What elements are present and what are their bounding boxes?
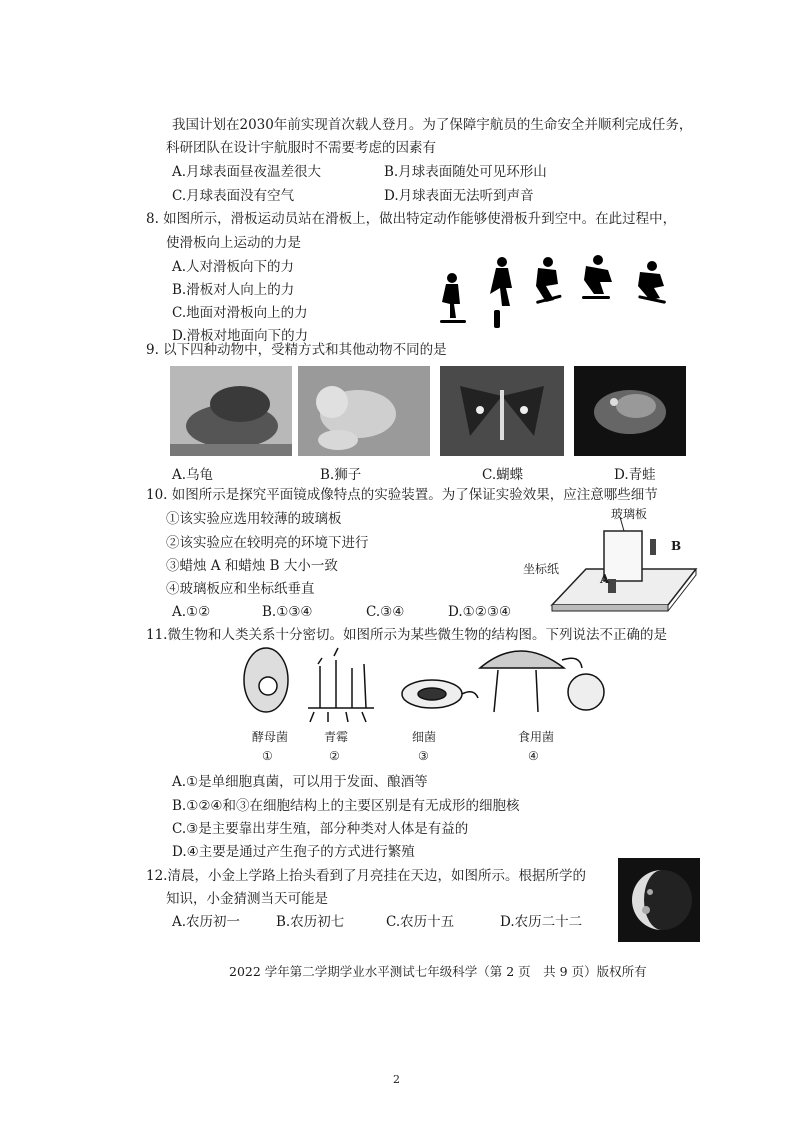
q10-item-1: ①该实验应选用较薄的玻璃板 <box>166 511 342 527</box>
q11-option-d: D.④主要是通过产生孢子的方式进行繁殖 <box>172 844 415 860</box>
q11-option-b: B.①②④和③在细胞结构上的主要区别是有无成形的细胞核 <box>172 798 520 814</box>
q7-option-c: C.月球表面没有空气 <box>172 188 295 204</box>
q8-option-c: C.地面对滑板向上的力 <box>172 305 308 321</box>
moon-photo <box>618 858 700 942</box>
q11-organism-4: 食用菌 <box>518 730 555 744</box>
q9-caption-b: B.狮子 <box>320 467 362 483</box>
q12-option-a: A.农历初一 <box>172 914 241 930</box>
q10-item-4: ④玻璃板应和坐标纸垂直 <box>166 581 315 597</box>
q11-stem: 11.微生物和人类关系十分密切。如图所示为某些微生物的结构图。下列说法不正确的是 <box>146 627 667 643</box>
q11-organism-3: 细菌 <box>412 730 437 744</box>
q10-item-2: ②该实验应在较明亮的环境下进行 <box>166 535 369 551</box>
q11-organism-2: 青霉 <box>324 730 349 744</box>
q8-option-b: B.滑板对人向上的力 <box>172 282 295 298</box>
q10-stem: 10. 如图所示是探究平面镜成像特点的实验装置。为了保证实验效果，应注意哪些细节 <box>146 487 658 503</box>
page-number: 2 <box>393 1073 400 1086</box>
q11-number-1: ① <box>262 749 273 763</box>
q10-option-b: B.①③④ <box>262 604 313 620</box>
q8-option-a: A.人对滑板向下的力 <box>172 259 295 275</box>
q10-option-d: D.①②③④ <box>448 604 512 620</box>
lion-photo <box>298 366 430 456</box>
q9-caption-c: C.蝴蝶 <box>482 467 524 483</box>
q10-item-3: ③蜡烛 A 和蜡烛 B 大小一致 <box>166 558 338 574</box>
q11-number-4: ④ <box>528 749 539 763</box>
coordinate-paper-label: 坐标纸 <box>523 562 560 576</box>
q12-stem-line1: 12.清晨，小金上学路上抬头看到了月亮挂在天边，如图所示。根据所学的 <box>146 868 586 884</box>
q12-stem-line2: 知识，小金猜测当天可能是 <box>166 891 328 907</box>
q12-option-c: C.农历十五 <box>386 914 455 930</box>
q7-option-a: A.月球表面昼夜温差很大 <box>172 164 322 180</box>
q10-option-a: A.①② <box>172 604 211 620</box>
q8-stem-line1: 8. 如图所示，滑板运动员站在滑板上，做出特定动作能够使滑板升到空中。在此过程中， <box>146 211 677 227</box>
butterfly-photo <box>440 366 564 456</box>
candle-a-label: A <box>600 572 610 586</box>
q7-stem-line1: 我国计划在2030年前实现首次载人登月。为了保障宇航员的生命安全并顺利完成任务， <box>172 117 693 133</box>
q8-stem-line2: 使滑板向上运动的力是 <box>166 235 301 251</box>
glass-plate-label: 玻璃板 <box>611 507 648 521</box>
q11-option-c: C.③是主要靠出芽生殖，部分种类对人体是有益的 <box>172 821 469 837</box>
frog-photo <box>574 366 686 456</box>
tortoise-photo <box>170 366 292 456</box>
microorganism-diagrams <box>236 642 616 724</box>
candle-b-label: B <box>671 539 682 553</box>
q11-option-a: A.①是单细胞真菌，可以用于发面、酿酒等 <box>172 774 428 790</box>
q11-number-3: ③ <box>418 749 429 763</box>
q12-option-b: B.农历初七 <box>276 914 345 930</box>
q9-stem: 9. 以下四种动物中，受精方式和其他动物不同的是 <box>146 342 447 358</box>
q7-stem-line2: 科研团队在设计宇航服时不需要考虑的因素有 <box>166 140 436 156</box>
q7-option-d: D.月球表面无法听到声音 <box>384 188 534 204</box>
q9-caption-a: A.乌龟 <box>172 467 214 483</box>
q8-option-d: D.滑板对地面向下的力 <box>172 328 309 344</box>
page-footer: 2022 学年第二学期学业水平测试七年级科学（第 2 页 共 9 页）版权所有 <box>229 964 647 979</box>
q7-option-b: B.月球表面随处可见环形山 <box>384 164 547 180</box>
q11-organism-1: 酵母菌 <box>252 730 289 744</box>
skateboarder-silhouettes <box>430 248 680 330</box>
q11-number-2: ② <box>329 749 340 763</box>
q10-option-c: C.③④ <box>366 604 405 620</box>
q9-caption-d: D.青蛙 <box>614 467 656 483</box>
q12-option-d: D.农历二十二 <box>500 914 583 930</box>
